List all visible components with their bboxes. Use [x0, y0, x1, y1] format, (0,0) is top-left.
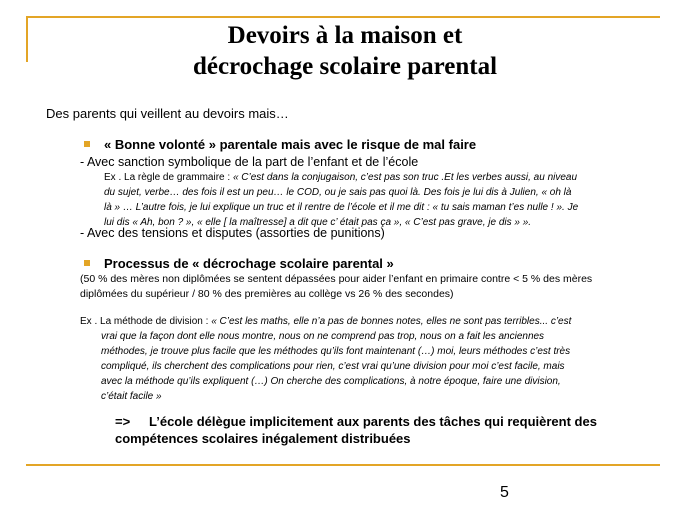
- section2-example-line: avec la méthode qu’ils expliquent (…) On cherche des complications, à notre époque, faire une division,: [101, 376, 561, 387]
- title-line-2: décrochage scolaire parental: [192, 53, 498, 80]
- section1-point1: - Avec sanction symbolique de la part de l’enfant et de l’école: [80, 155, 419, 169]
- section1-heading: [84, 137, 476, 152]
- bullet-square-icon: [84, 260, 90, 266]
- intro-text: Des parents qui veillent au devoirs mais…: [46, 106, 289, 121]
- section1-heading-text: « Bonne volonté » parentale mais avec le risque de mal faire: [104, 137, 477, 152]
- section2-stats: [80, 272, 670, 302]
- page-number: 5: [500, 484, 509, 501]
- section1-example-line: là » … L’autre fois, je lui explique un truc et il rentre de l’école et il me dit : « tu sais maman t’es nulle ! ». Je: [104, 202, 579, 213]
- section2-example-lead: Ex . La méthode de division :: [80, 316, 212, 327]
- section1-example-line: « C’est dans la conjugaison, c’est pas son truc .Et les verbes aussi, au niveau: [232, 172, 578, 183]
- section2-example-line: compliqué, ils cherchent des complications pour rien, c’est vrai qu’une division pour moi c’est facile, mais: [101, 361, 565, 372]
- section1-example-lead: Ex . La règle de grammaire :: [104, 172, 233, 183]
- section1-example-line: du sujet, verbe… des fois il est un peu… le COD, ou je sais pas quoi là. Des fois je lui dis à Julien, « oh là: [104, 187, 572, 198]
- section2-example-line: vrai que la façon dont elle nous montre, nous on ne comprend pas trop, nous on a fait les anciennes: [101, 331, 545, 342]
- section2-heading: [84, 256, 394, 271]
- section2-stats-line: (50 % des mères non diplômées se sentent dépassées pour aider l’enfant en primaire contre < 5 % des mères: [80, 273, 593, 285]
- section2-example: [80, 314, 670, 404]
- section1-example: [104, 170, 664, 230]
- conclusion: [115, 413, 675, 447]
- section1-example-line: lui dis « Ah, bon ? », « elle [ la maîtresse] a dit que c’ était pas ça », « C’est pas grave, je dis » ».: [104, 217, 532, 228]
- arrow-label: =>: [115, 414, 131, 429]
- section2-example-line: « C’est les maths, elle n’a pas de bonnes notes, elles ne sont pas terribles... c’est: [211, 316, 572, 327]
- section2-heading-text: Processus de « décrochage scolaire parental »: [104, 256, 394, 271]
- section2-stats-line: diplômées du supérieur / 80 % des premières au collège vs 26 % des secondes): [80, 288, 454, 300]
- bullet-square-icon: [84, 141, 90, 147]
- bottom-rule: [26, 464, 660, 466]
- conclusion-line-1: L’école délègue implicitement aux parents des tâches qui requièrent des: [149, 414, 597, 429]
- conclusion-line-2: compétences scolaires inégalement distribuées: [115, 431, 411, 446]
- section1-point2: - Avec des tensions et disputes (assorties de punitions): [80, 226, 385, 240]
- slide-title: [40, 20, 650, 82]
- section2-example-line: c’était facile »: [101, 391, 162, 402]
- section2-example-line: méthodes, je trouve plus facile que les méthodes qu’ils font maintenant (…) moi, leurs méthodes c’est très: [101, 346, 571, 357]
- title-line-1: Devoirs à la maison et: [227, 22, 463, 49]
- top-rule: [26, 16, 660, 18]
- left-rule: [26, 16, 28, 62]
